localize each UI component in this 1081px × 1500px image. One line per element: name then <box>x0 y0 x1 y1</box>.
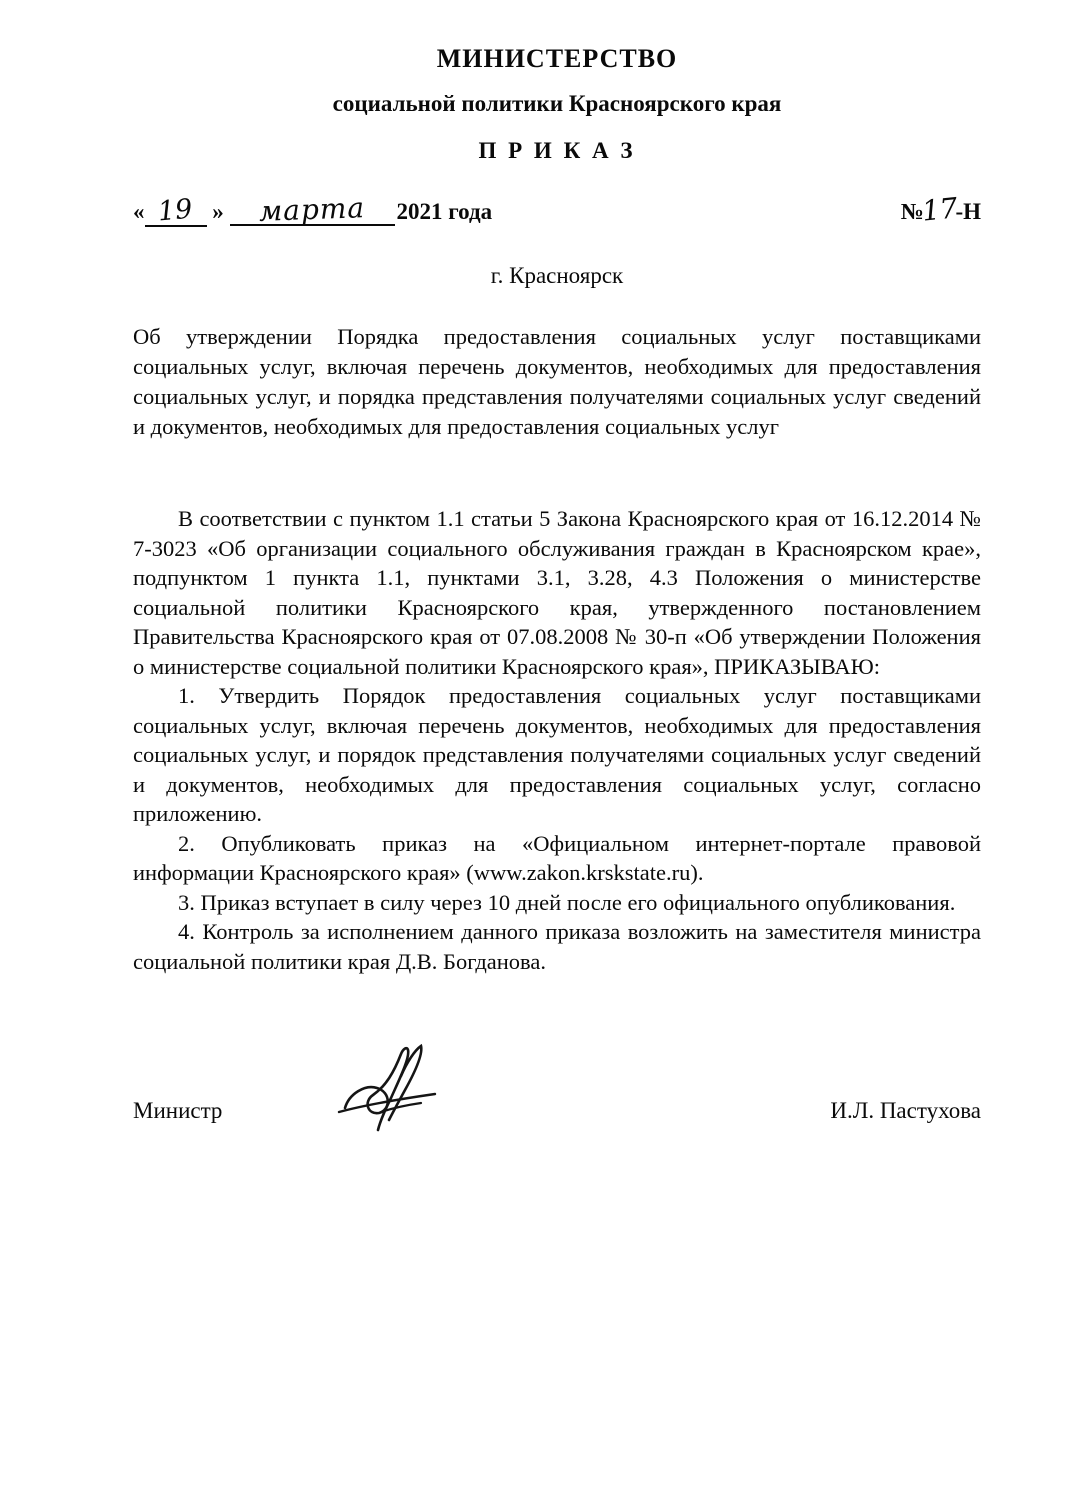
signature-row <box>133 1042 981 1134</box>
number-suffix: -Н <box>955 199 981 224</box>
handwritten-number: 17 <box>920 191 960 228</box>
document-date <box>133 191 493 228</box>
handwritten-month: марта <box>258 191 366 228</box>
body-paragraph-preamble: В соответствии с пунктом 1.1 статьи 5 Закона Красноярского края от 16.12.2014 № 7-3023 «Об организации социального обслуживания граждан в Красноярском крае», подпунктом 1 пункта 1.1, пунктами 3.1, 3.28, 4.3 Положения о министерстве социальной политики Красноярского края, утвержденного постановлением Правительства Красноярского края от 07.08.2008 № 30-п «Об утверждении Положения о министерстве социальной политики Красноярского края», ПРИКАЗЫВАЮ: <box>133 506 981 679</box>
body-paragraph-item-2: 2. Опубликовать приказ на «Официальном интернет-портале правовой информации Красноярского края» (www.zakon.krskstate.ru). <box>133 830 981 885</box>
org-name-line2: социальной политики Красноярского края <box>332 91 782 116</box>
document-type-heading: П Р И К А З <box>478 138 636 163</box>
org-name-line1: МИНИСТЕРСТВО <box>436 44 678 73</box>
body-paragraph-item-1: 1. Утвердить Порядок предоставления социальных услуг поставщиками социальных услуг, включая перечень документов, необходимых для предоставления социальных услуг, и порядок представления получателями социальных услуг сведений и документов, необходимых для предоставления социальных услуг, согласно приложению. <box>133 683 981 826</box>
document-number <box>901 193 981 226</box>
date-and-number-row <box>133 193 981 237</box>
signature-icon <box>331 1042 451 1134</box>
quote-open: « <box>133 199 145 224</box>
document-subject: Об утверждении Порядка предоставления социальных услуг поставщиками социальных услуг, включая перечень документов, необходимых для предоставления социальных услуг, и порядка представления получателями социальных услуг сведений и документов, необходимых для предоставления социальных услуг <box>133 324 981 439</box>
signer-title: Министр <box>133 1098 223 1123</box>
handwritten-month-blank <box>230 191 395 228</box>
body-paragraph-item-4: 4. Контроль за исполнением данного приказа возложить на заместителя министра социальной политики края Д.В. Богданова. <box>133 919 981 974</box>
document-place: г. Красноярск <box>490 263 624 288</box>
quote-close: » <box>212 199 224 224</box>
body-paragraph-item-3: 3. Приказ вступает в силу через 10 дней после его официального опубликования. <box>178 889 956 915</box>
handwritten-day: 19 <box>156 193 194 228</box>
handwritten-day-blank <box>145 193 207 228</box>
document-body <box>133 504 981 976</box>
number-sign: № <box>900 199 924 224</box>
signer-name: И.Л. Пастухова <box>830 1098 981 1123</box>
document-year: 2021 года <box>396 199 493 224</box>
